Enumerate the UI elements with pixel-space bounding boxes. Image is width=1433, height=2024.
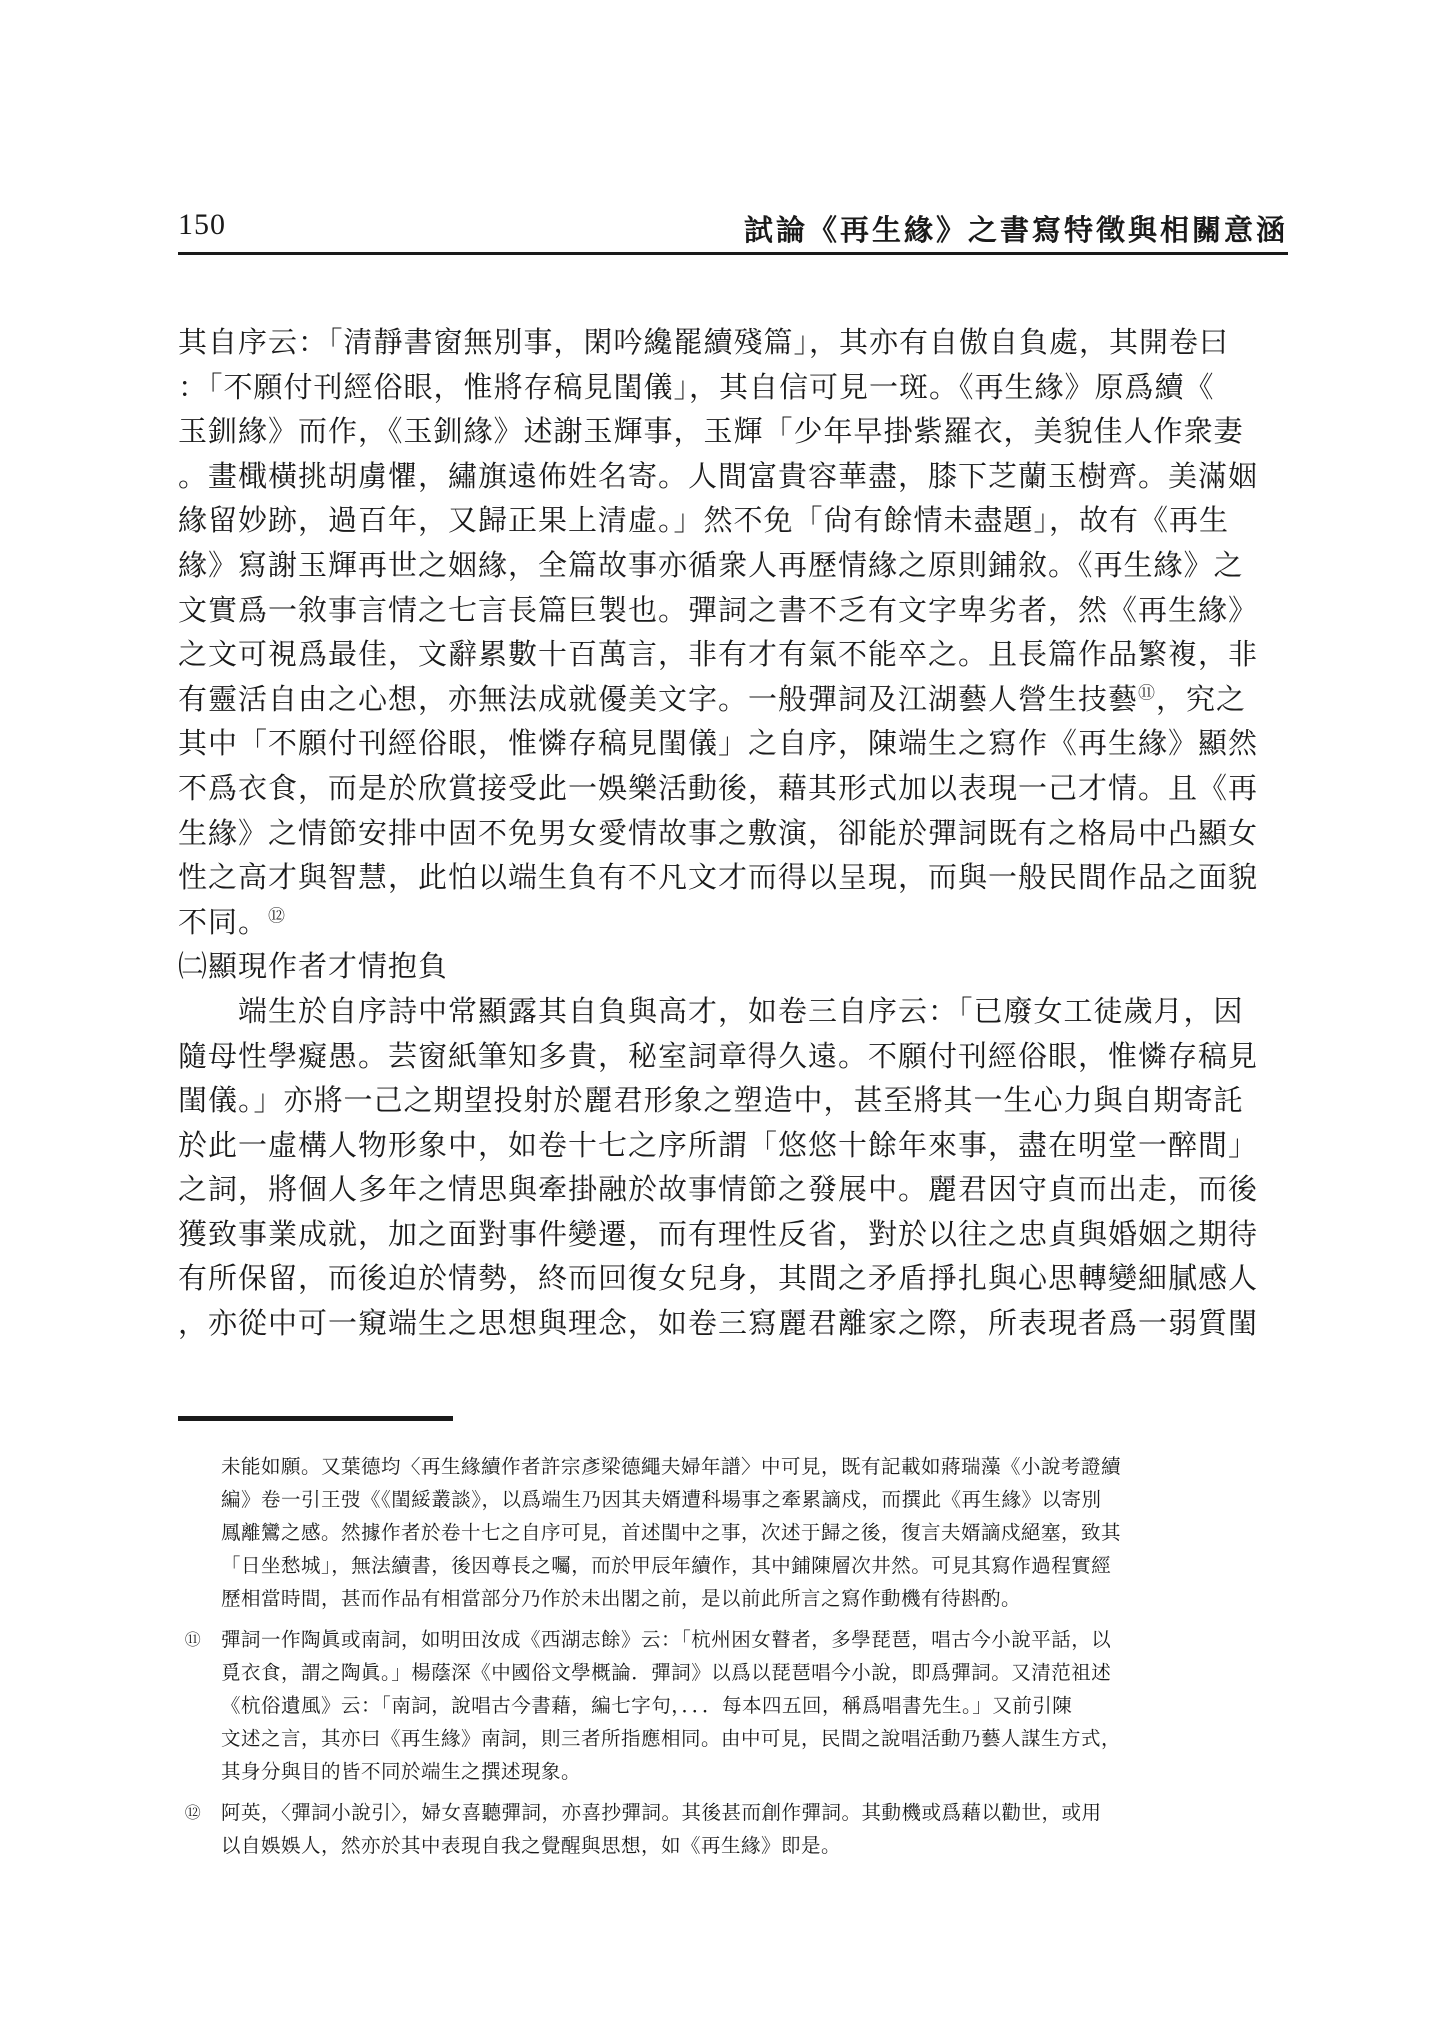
body-line: 之詞，將個人多年之情思與牽掛融於故事情節之發展中。麗君因守貞而出走，而後: [178, 1172, 1259, 1207]
body-line: 其自序云：「清靜書窗無別事，閑吟纔罷續殘篇」，其亦有自傲自負處，其開卷曰: [178, 325, 1230, 359]
footnote-line: 編》卷一引王弢《《閨綏叢談》，以爲端生乃因其夫婿遭科場事之牽累謫戍，而撰此《再生緣》以寄別: [221, 1488, 1102, 1511]
body-line-text: 不同。: [178, 904, 269, 939]
body-line: 有所保留，而後迫於情勢，終而回復女兒身，其間之矛盾掙扎與心思轉變細膩感人: [178, 1261, 1259, 1296]
body-line: 玉釧緣》而作，《玉釧緣》述謝玉輝事，玉輝「少年早掛紫羅衣，美貌佳人作衆妻: [178, 414, 1244, 449]
footnote-rule: [178, 1416, 453, 1421]
footnote-line: 覓衣食，謂之陶眞。」楊蔭深《中國俗文學概論．彈詞》以爲以琵琶唱今小說，即爲彈詞。又清范祖述: [221, 1661, 1112, 1684]
footnote-12: [178, 1796, 1288, 1862]
footnote-ref-12: ⑫: [268, 906, 287, 927]
footnotes: [178, 1450, 1288, 1862]
body-line: 隨母性學癡愚。芸窗紙筆知多貴，秘室詞章得久遠。不願付刊經俗眼，惟憐存稿見: [178, 1038, 1259, 1073]
body-line: 之文可視爲最佳，文辭累數十百萬言，非有才有氣不能卒之。且長篇作品繁複，非: [178, 637, 1259, 672]
body-line: 緣留妙跡，過百年，又歸正果上清虛。」然不免「尙有餘情未盡題」，故有《再生: [178, 503, 1230, 538]
footnote-line: 阿英，〈彈詞小說引〉，婦女喜聽彈詞，亦喜抄彈詞。其後甚而創作彈詞。其動機或爲藉以勸世，或用: [221, 1801, 1102, 1824]
body-line: 性之高才與智慧，此怕以端生負有不凡文才而得以呈現，而與一般民間作品之面貌: [178, 860, 1259, 895]
footnote-number: ⑪: [184, 1630, 202, 1649]
body-line: 獲致事業成就，加之面對事件變遷，而有理性反省，對於以往之忠貞與婚姻之期待: [178, 1216, 1259, 1251]
footnote-11: [178, 1623, 1288, 1788]
body-line: 。畫檝橫挑胡虜懼，繡旗遠佈姓名寄。人間富貴容華盡，膝下芝蘭玉樹齊。美滿姻: [178, 458, 1259, 493]
body-line: 生緣》之情節安排中固不免男女愛情故事之敷演，卻能於彈詞既有之格局中凸顯女: [178, 815, 1259, 850]
footnote-line: 歷相當時間，甚而作品有相當部分乃作於未出閣之前，是以前此所言之寫作動機有待斟酌。: [221, 1587, 1022, 1610]
section-heading: ㈡顯現作者才情抱負: [178, 949, 449, 984]
running-title: 試論《再生緣》之書寫特徵與相關意涵: [743, 213, 1288, 247]
body-line: 其中「不願付刊經俗眼，惟憐存稿見閨儀」之自序，陳端生之寫作《再生緣》顯然: [178, 726, 1259, 761]
footnote-line: 《杭俗遺風》云：「南詞，說唱古今書藉，編七字句，．．．每本四五回，稱爲唱書先生。」又前引陳: [221, 1694, 1073, 1717]
page-header: [178, 200, 1288, 252]
footnote-line: 其身分與目的皆不同於端生之撰述現象。: [221, 1760, 582, 1783]
footnote-continuation: [178, 1450, 1288, 1615]
footnote-line: 鳳離鸞之感。然據作者於卷十七之自序可見，首述閨中之事，次述于歸之後，復言夫婿謫戍絕塞，致其: [221, 1521, 1122, 1544]
body-line: 文實爲一敘事言情之七言長篇巨製也。彈詞之書不乏有文字卑劣者，然《再生緣》: [178, 592, 1259, 627]
body-line-tail: ，究之: [1156, 681, 1247, 716]
body-line: 端生於自序詩中常顯露其自負與高才，如卷三自序云：「已廢女工徒歲月，因: [238, 993, 1244, 1028]
body-line: 不爲衣食，而是於欣賞接受此一娛樂活動後，藉其形式加以表現一己才情。且《再: [178, 770, 1259, 805]
page-number: 150: [178, 208, 226, 241]
footnote-ref-11: ⑪: [1138, 683, 1157, 704]
body-line: 於此一虛構人物形象中，如卷十七之序所謂「悠悠十餘年來事，盡在明堂一醉間」: [178, 1127, 1259, 1162]
body-line: [178, 677, 1288, 722]
footnote-line: 未能如願。又葉德均〈再生緣續作者許宗彥梁德繩夫婦年譜〉中可見，既有記載如蔣瑞藻《小說考證續: [221, 1455, 1122, 1478]
footnote-line: 文述之言，其亦曰《再生緣》南詞，則三者所指應相同。由中可見，民間之說唱活動乃藝人謀生方式，: [221, 1727, 1122, 1750]
footnote-line: 彈詞一作陶眞或南詞，如明田汝成《西湖志餘》云：「杭州困女瞽者，多學琵琶，唱古今小說平話，以: [221, 1628, 1112, 1651]
body-text: [178, 320, 1288, 1346]
header-rule: [178, 252, 1288, 255]
footnote-number: ⑫: [184, 1803, 202, 1822]
body-line: 閨儀。」亦將一己之期望投射於麗君形象之塑造中，甚至將其一生心力與自期寄託: [178, 1083, 1244, 1118]
footnote-line: 以自娛娛人，然亦於其中表現自我之覺醒與思想，如《再生緣》即是。: [221, 1834, 842, 1857]
body-line-text: 有靈活自由之心想，亦無法成就優美文字。一般彈詞及江湖藝人營生技藝: [178, 681, 1139, 716]
body-line: 緣》寫謝玉輝再世之姻緣，全篇故事亦循衆人再歷情緣之原則鋪敘。《再生緣》之: [178, 547, 1244, 582]
footnote-line: 「日坐愁城」，無法續書，後因尊長之囑，而於甲辰年續作，其中鋪陳層次井然。可見其寫作過程實經: [221, 1554, 1112, 1577]
body-line: ：「不願付刊經俗眼，惟將存稿見閨儀」，其自信可見一斑。《再生緣》原爲續《: [178, 369, 1215, 404]
body-line: [178, 900, 1288, 945]
body-line: ，亦從中可一窺端生之思想與理念，如卷三寫麗君離家之際，所表現者爲一弱質閨: [178, 1306, 1259, 1341]
